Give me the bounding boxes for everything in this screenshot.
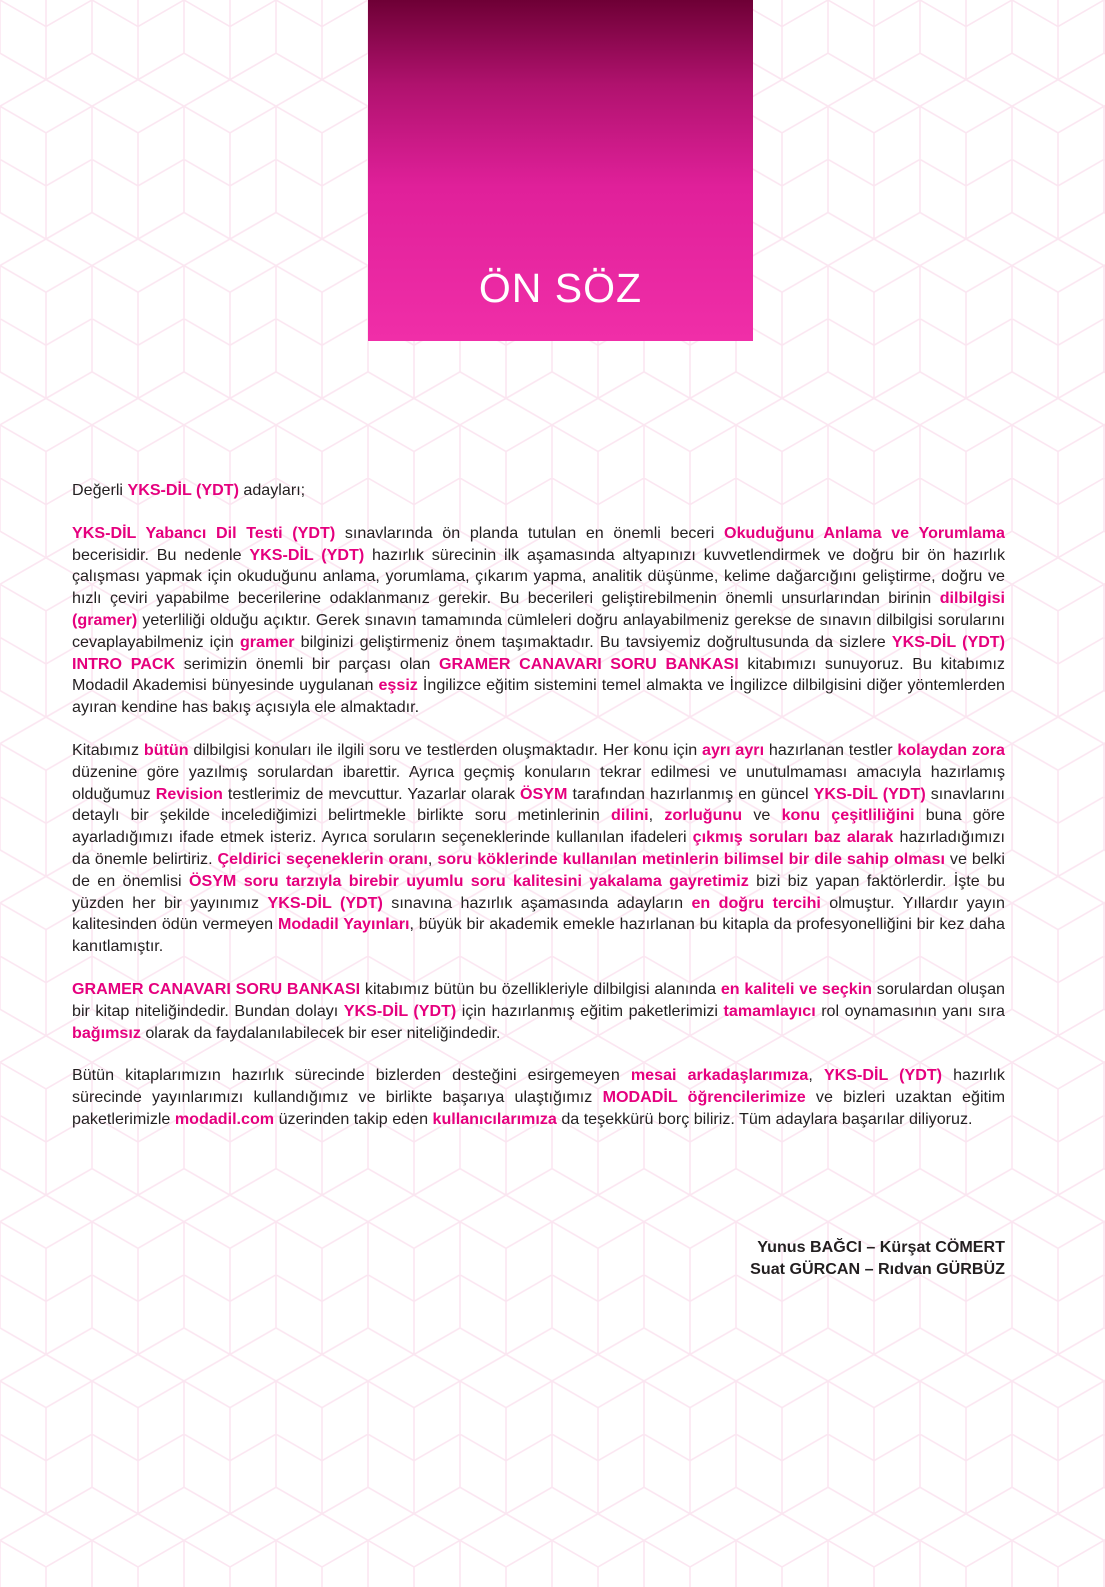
- body-text: ,: [808, 1066, 824, 1085]
- page-title: ÖN SÖZ: [478, 265, 643, 311]
- highlighted-text: GRAMER CANAVARI SORU BANKASI: [72, 979, 361, 998]
- body-text: Kitabımız: [72, 740, 144, 759]
- highlighted-text: modadil.com: [174, 1109, 275, 1128]
- highlighted-text: kolaydan zora: [897, 740, 1005, 759]
- highlighted-text: YKS-DİL (YDT): [813, 784, 926, 803]
- highlighted-text: Revision: [155, 784, 223, 803]
- body-text: kitabımız bütün bu özellikleriyle dilbilgisi alanında: [360, 979, 721, 998]
- body-text: İngilizce eğitim sistemini temel almakta ve İngilizce dilbilgisini diğer yöntemlerden ayıran kendine has bakış açısıyla ele almaktadır.: [72, 676, 1005, 717]
- body-text: dilbilgisi konuları ile ilgili soru ve testlerden oluşmaktadır. Her konu için: [188, 740, 702, 759]
- highlighted-text: zorluğunu: [664, 806, 743, 825]
- signature-line-1: Yunus BAĞCI – Kürşat CÖMERT: [757, 1238, 1005, 1256]
- body-text: ,: [427, 849, 438, 868]
- body-text: Değerli: [72, 481, 128, 499]
- highlighted-text: mesai arkadaşlarımıza: [630, 1066, 809, 1085]
- signature-line-2: Suat GÜRCAN – Rıdvan GÜRBÜZ: [750, 1260, 1005, 1278]
- highlighted-text: en doğru tercihi: [691, 893, 821, 912]
- paragraph-2: [72, 740, 1005, 958]
- greeting-line: [72, 480, 1005, 502]
- body-text: da teşekkürü borç biliriz. Tüm adaylara başarılar diliyoruz.: [556, 1109, 973, 1128]
- body-text: becerisidir. Bu nedenle: [72, 545, 250, 564]
- body-text: kitabımızı sunuyoruz. Bu kitabımız Modadil Akademisi bünyesinde uygulanan: [72, 654, 1005, 695]
- highlighted-text: YKS-DİL (YDT): [343, 1001, 457, 1020]
- body-text: olarak da faydalanılabilecek bir eser niteliğindedir.: [140, 1023, 501, 1042]
- highlighted-text: dilini: [611, 806, 649, 825]
- paragraph-1: [72, 523, 1005, 719]
- highlighted-text: kullanıcılarımıza: [432, 1109, 557, 1128]
- body-text: ,: [648, 806, 665, 825]
- highlighted-text: Okuduğunu Anlama ve Yorumlama: [724, 523, 1005, 542]
- highlighted-text: YKS-DİL (YDT) INTRO PACK: [72, 632, 1006, 673]
- highlighted-text: soru köklerinde kullanılan metinlerin bilimsel bir dile sahip olması: [437, 849, 945, 868]
- body-text: hazırlanan testler: [764, 740, 898, 759]
- body-text: yeterliliği olduğu açıktır. Gerek sınavın tamamında cümleleri doğru anlayabilmeniz gerekse de sınavın dilbilgisi sorularını cevaplayabilmeniz için: [72, 610, 1005, 651]
- body-text: ve bizleri uzaktan eğitim paketlerimizle: [72, 1088, 1005, 1128]
- body-text: sınavlarını detaylı bir şekilde incelediğimizi belirtmekle birlikte soru metinlerinin: [72, 784, 1005, 825]
- body-text: için hazırlanmış eğitim paketlerimizi: [456, 1001, 724, 1020]
- highlighted-text: en kaliteli ve seçkin: [720, 979, 873, 998]
- highlighted-text: GRAMER CANAVARI SORU BANKASI: [438, 654, 739, 673]
- highlighted-text: dilbilgisi (gramer): [72, 589, 1005, 629]
- body-text: sınavlarında ön planda tutulan en önemli beceri: [335, 523, 725, 542]
- body-text: üzerinden takip eden: [274, 1109, 433, 1128]
- body-text: buna göre ayarladığımızı ifade etmek isteriz. Ayrıca soruların seçeneklerinde kullanılan ifadeleri: [72, 806, 1006, 847]
- preface-body: [72, 480, 1005, 1131]
- highlighted-text: YKS-DİL (YDT): [823, 1066, 943, 1085]
- body-text: ve: [742, 806, 782, 825]
- body-text: hazırlık sürecinin ilk aşamasında altyapınızı kuvvetlendirmek ve doğru bir ön hazırlık çalışması yapmak için okuduğunu anlama, yorumlama, çıkarım yapma, analitik düşünme, kelime dağarcığını geliştirme, doğru ve hızlı çeviri yapabilme becerilerine odaklanmanız gerekir. Bu becerileri geliştirebilmenin önemli unsurlarından birinin: [72, 545, 1005, 608]
- title-banner: [368, 0, 753, 341]
- paragraph-4: [72, 1065, 1005, 1130]
- highlighted-text: YKS-DİL (YDT): [267, 893, 383, 912]
- body-text: hazırladığımızı da önemle belirtiriz.: [72, 828, 1005, 868]
- highlighted-text: ÖSYM soru tarzıyla birebir uyumlu soru kalitesini yakalama gayretimiz: [188, 871, 749, 890]
- highlighted-text: bağımsız: [72, 1023, 141, 1042]
- highlighted-text: konu çeşitliliğini: [781, 806, 915, 825]
- highlighted-text: tamamlayıcı: [723, 1001, 816, 1020]
- highlighted-text: gramer: [239, 632, 295, 651]
- body-text: bizi biz yapan faktörlerdir. İşte bu yüzden her bir yayınımız: [72, 871, 1005, 912]
- body-text: sorulardan oluşan bir kitap niteliğindedir. Bundan dolayı: [72, 979, 1005, 1020]
- highlighted-text: çıkmış soruları baz alarak: [692, 828, 894, 847]
- body-text: sınavına hazırlık aşamasında adayların: [382, 893, 692, 912]
- highlighted-text: Modadil Yayınları: [277, 915, 410, 934]
- highlighted-text: YKS-DİL (YDT): [127, 481, 239, 499]
- highlighted-text: YKS-DİL Yabancı Dil Testi (YDT): [72, 523, 336, 542]
- body-text: ve belki de en önemlisi: [72, 849, 1005, 890]
- body-text: düzenine göre yazılmış sorulardan ibarettir. Ayrıca geçmiş konuların tekrar edilmesi ve unutulmaması amacıyla hazırlamış olduğumuz: [72, 762, 1005, 803]
- body-text: bilginizi geliştirmeniz önem taşımaktadır. Bu tavsiyemiz doğrultusunda da sizlere: [294, 632, 892, 651]
- highlighted-text: bütün: [143, 740, 189, 759]
- body-text: rol oynamasının yanı sıra: [815, 1001, 1005, 1020]
- highlighted-text: ayrı ayrı: [702, 740, 765, 759]
- body-text: testlerimiz de mevcuttur. Yazarlar olarak: [222, 784, 521, 803]
- body-text: serimizin önemli bir parçası olan: [175, 654, 439, 673]
- highlighted-text: YKS-DİL (YDT): [249, 545, 365, 564]
- body-text: Bütün kitaplarımızın hazırlık sürecinde bizlerden desteğini esirgemeyen: [72, 1066, 631, 1085]
- highlighted-text: MODADİL öğrencilerimize: [602, 1088, 806, 1107]
- body-text: tarafından hazırlanmış en güncel: [567, 784, 814, 803]
- highlighted-text: ÖSYM: [520, 784, 568, 803]
- body-text: olmuştur. Yıllardır yayın kalitesinden ödün vermeyen: [72, 893, 1005, 934]
- body-text: , büyük bir akademik emekle hazırlanan bu kitapla da profesyonelliğini bir kez daha kanıtlamıştır.: [72, 915, 1005, 956]
- highlighted-text: eşsiz: [378, 676, 418, 695]
- highlighted-text: Çeldirici seçeneklerin oranı: [217, 849, 428, 868]
- body-text: hazırlık sürecinde yayınlarımızı kullandığımız ve birlikte başarıya ulaştığımız: [72, 1066, 1005, 1107]
- paragraph-3: [72, 979, 1005, 1044]
- author-signature: [750, 1236, 1005, 1280]
- body-text: adayları;: [238, 481, 306, 499]
